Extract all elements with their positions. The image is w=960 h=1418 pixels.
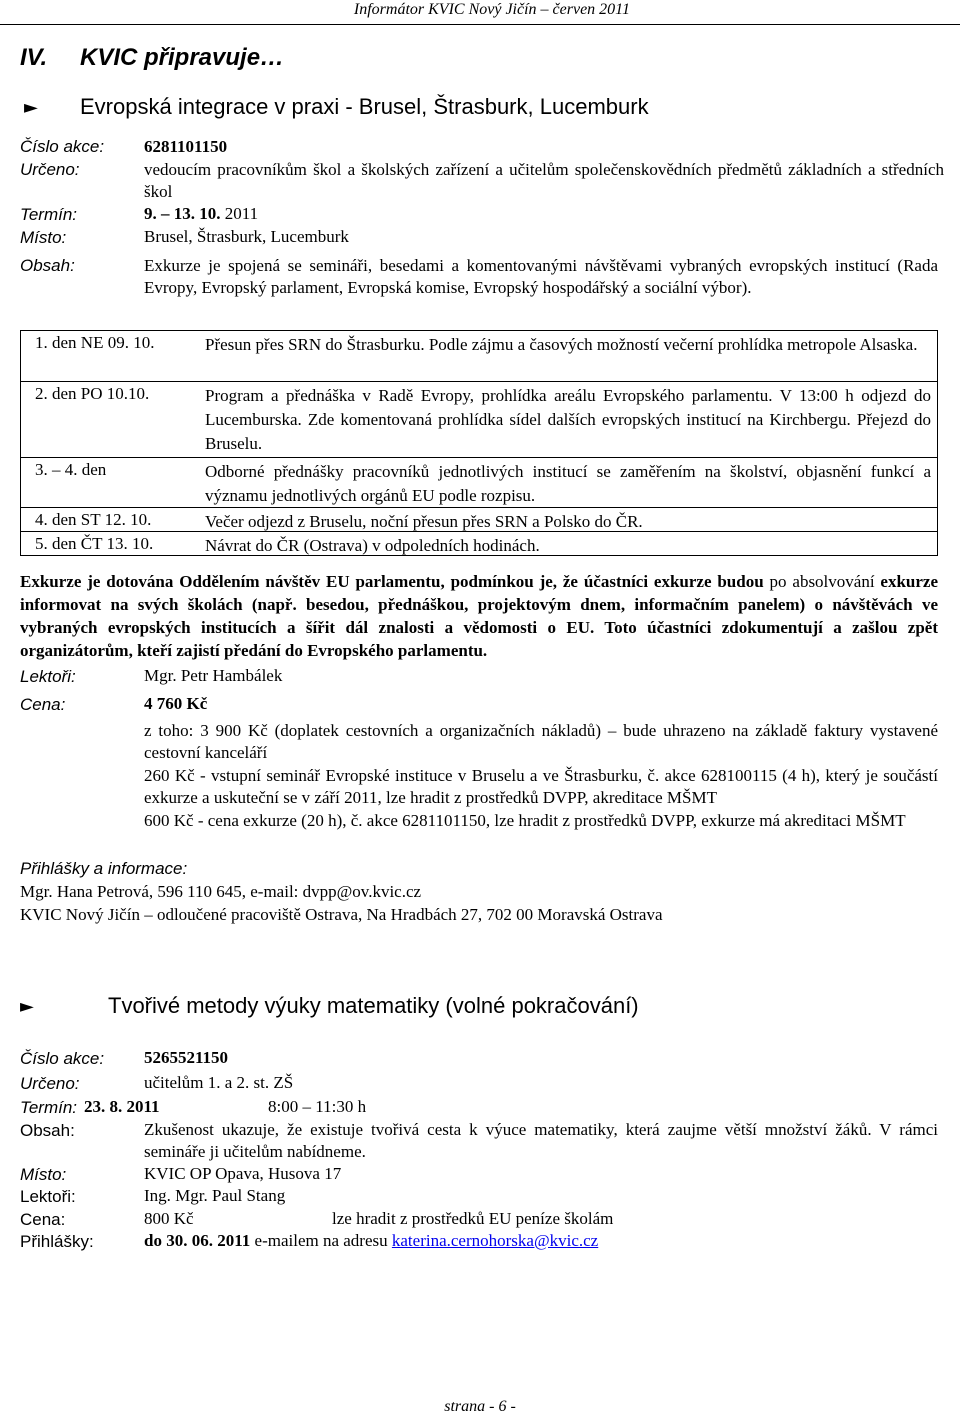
event2-misto: KVIC OP Opava, Husova 17 — [144, 1164, 342, 1183]
program-row — [21, 532, 937, 555]
program-row — [21, 331, 937, 382]
program-day: 3. – 4. den — [35, 460, 107, 479]
event1-lektori: Mgr. Petr Hambálek — [144, 666, 283, 685]
event1-termin-label: Termín: — [20, 205, 78, 224]
event1-cislo: 6281101150 — [144, 137, 228, 156]
program-text: Program a přednáška v Radě Evropy, prohlídka areálu Evropského parlamentu. V 13:00 h odjezd do Lucemburska. Zde komentovaná prohlídka sídel dalších evropských institucí na Kirchbergu. Přejezd do Bruselu. — [205, 386, 931, 453]
event1-title: Evropská integrace v praxi - Brusel, Štrasburk, Lucemburk — [80, 94, 649, 119]
event1-urceno: vedoucím pracovníkům škol a školských zařízení a učitelům společenskovědních předmětů základních a středních škol — [144, 160, 944, 201]
event1-note: Exkurze je dotována Oddělením návštěv EU parlamentu, podmínkou je, že účastníci exkurze budou po absolvování exkurze informovat na svých školách (např. besedou, přednáškou, projektovým dnem, informačním panelem) o návštěvách ve vybraných evropských institucích a šířit dál znalosti a vědomosti o EU. Toto účastníci zdokumentují a zašlou zpět organizátorům, kteří zajistí předání do Evropského parlamentu. — [20, 572, 939, 660]
event2-misto-label: Místo: — [20, 1165, 67, 1184]
program-text: Přesun přes SRN do Štrasburku. Podle zájmu a časových možností večerní prohlídka metropole Alsaska. — [205, 335, 918, 354]
program-text: Večer odjezd z Bruselu, noční přesun přes SRN a Polsko do ČR. — [205, 512, 643, 531]
event1-misto-label: Místo: — [20, 228, 67, 247]
program-row — [21, 382, 937, 458]
event1-obsah-label: Obsah: — [20, 256, 75, 275]
event2-prihlasky-label: Přihlášky: — [20, 1232, 94, 1251]
page-footer: strana - 6 - — [444, 1398, 516, 1415]
section-number: IV. — [20, 44, 48, 71]
event2-prihlasky: do 30. 06. 2011 e-mailem na adresu katerina.cernohorska@kvic.cz — [144, 1231, 599, 1250]
program-text: Návrat do ČR (Ostrava) v odpoledních hodinách. — [205, 536, 540, 555]
section-title: KVIC připravuje… — [80, 44, 285, 71]
event2-title: Tvořivé metody výuky matematiky (volné pokračování) — [108, 993, 639, 1018]
event2-lektori-label: Lektoři: — [20, 1187, 76, 1206]
program-row — [21, 508, 937, 532]
header-text: Informátor KVIC Nový Jičín – červen 2011 — [353, 1, 630, 18]
event1-urceno-label: Určeno: — [20, 160, 80, 179]
email-link[interactable]: katerina.cernohorska@kvic.cz — [391, 1231, 599, 1250]
event1-obsah: Exkurze je spojená se semináři, besedami a komentovanými návštěvami vybraných evropských institucí (Rada Evropy, Evropský parlament, Evropská komise, Evropský hospodářský a sociální výbor). — [144, 256, 938, 297]
event1-cena-detail-3: 600 Kč - cena exkurze (20 h), č. akce 6281101150, lze hradit z prostředků DVPP, exkurze má akreditaci MŠMT — [144, 811, 906, 830]
event2-obsah-label: Obsah: — [20, 1121, 75, 1140]
program-day: 2. den PO 10.10. — [35, 384, 150, 403]
program-text: Odborné přednášky pracovníků jednotlivých institucí se zaměřením na školství, objasnění funkcí a významu jednotlivých orgánů EU podle rozpisu. — [205, 462, 931, 505]
event1-contact-1: Mgr. Hana Petrová, 596 110 645, e-mail: dvpp@ov.kvic.cz — [20, 882, 422, 901]
event2-urceno: učitelům 1. a 2. st. ZŠ — [144, 1073, 294, 1092]
event1-cena-label: Cena: — [20, 695, 66, 714]
bullet-arrow-icon: ► — [20, 996, 34, 1017]
event2-cena-label: Cena: — [20, 1210, 66, 1229]
page-header — [0, 0, 960, 25]
event1-cislo-label: Číslo akce: — [20, 137, 105, 156]
event1-misto: Brusel, Štrasburk, Lucemburk — [144, 227, 349, 246]
program-row — [21, 458, 937, 508]
event1-cena-detail-2: 260 Kč - vstupní seminář Evropské instituce v Bruselu a ve Štrasburku, č. akce 628100115 (4 h), který je součástí exkurze a uskuteční se v září 2011, lze hradit z prostředků DVPP, akreditace MŠMT — [144, 766, 938, 807]
event2-cena: 800 Kč — [144, 1209, 194, 1228]
event2-cislo: 5265521150 — [144, 1048, 229, 1067]
event2-termin-label: Termín: — [20, 1098, 78, 1117]
bullet-arrow-icon: ► — [24, 97, 38, 118]
event2-cena-note: lze hradit z prostředků EU peníze školám — [332, 1209, 614, 1228]
event2-termin: 23. 8. 2011 — [84, 1097, 160, 1116]
program-day: 5. den ČT 13. 10. — [35, 534, 154, 553]
event2-obsah: Zkušenost ukazuje, že existuje tvořivá cesta k výuce matematiky, která zaujme větší množství žáků. V rámci semináře ji učitelům nabídneme. — [144, 1120, 938, 1161]
program-table — [20, 330, 938, 556]
event1-termin: 9. – 13. 10. 2011 — [144, 204, 259, 223]
event1-lektori-label: Lektoři: — [20, 667, 76, 686]
event2-cas: 8:00 – 11:30 h — [268, 1097, 367, 1116]
event2-urceno-label: Určeno: — [20, 1074, 80, 1093]
program-day: 1. den NE 09. 10. — [35, 333, 155, 352]
event2-cislo-label: Číslo akce: — [20, 1049, 105, 1068]
event1-prihlasky-label: Přihlášky a informace: — [20, 859, 188, 878]
event1-cena: 4 760 Kč — [144, 694, 208, 713]
event1-contact-2: KVIC Nový Jičín – odloučené pracoviště Ostrava, Na Hradbách 27, 702 00 Moravská Ostrava — [20, 905, 663, 924]
program-day: 4. den ST 12. 10. — [35, 510, 152, 529]
event1-cena-detail-1: z toho: 3 900 Kč (doplatek cestovních a organizačních nákladů) – bude uhrazeno na základě faktury vystavené cestovní kanceláří — [144, 721, 938, 762]
event2-lektori: Ing. Mgr. Paul Stang — [144, 1186, 286, 1205]
